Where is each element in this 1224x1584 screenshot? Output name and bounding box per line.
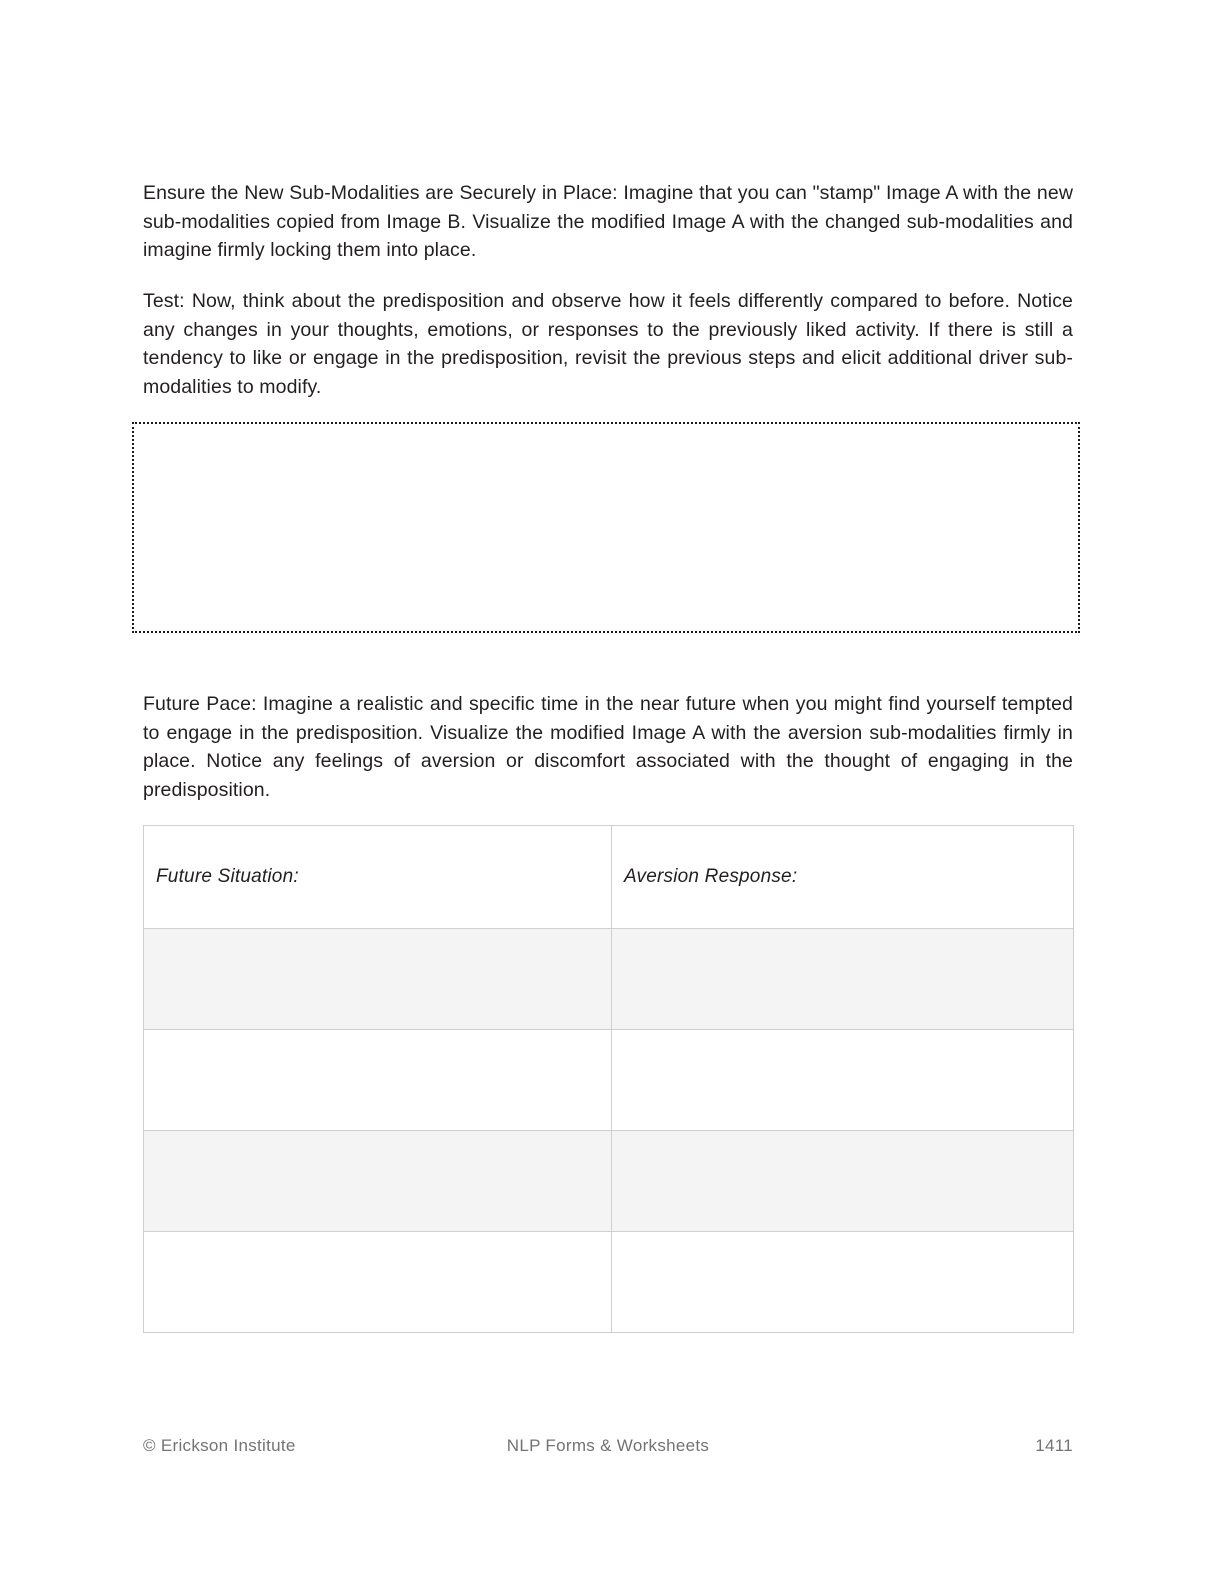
footer-copyright: © Erickson Institute: [143, 1436, 296, 1455]
notes-answer-box[interactable]: [132, 422, 1080, 633]
cell-future-situation[interactable]: [144, 1030, 612, 1131]
paragraph-test: Test: Now, think about the predisposition and observe how it feels differently compared to before. Notice any changes in your thoughts, emotions, or responses to the previously liked activity. If there is still a tendency to like or engage in the predisposition, revisit the previous steps and elicit additional driver sub-modalities to modify.: [143, 290, 1073, 398]
paragraph-future-pace: Future Pace: Imagine a realistic and specific time in the near future when you might find yourself tempted to engage in the predisposition. Visualize the modified Image A with the aversion sub-modalities firmly in place. Notice any feelings of aversion or discomfort associated with the thought of engaging in the predisposition.: [143, 693, 1073, 801]
table-header-row: [144, 826, 1074, 929]
cell-future-situation[interactable]: [144, 1232, 612, 1333]
table-row: [144, 1131, 1074, 1232]
column-header-future-situation: Future Situation:: [144, 826, 612, 929]
cell-aversion-response[interactable]: [612, 1030, 1074, 1131]
footer-title: NLP Forms & Worksheets: [506, 1436, 710, 1455]
cell-aversion-response[interactable]: [612, 929, 1074, 1030]
table-row: [144, 929, 1074, 1030]
table-body: [144, 929, 1074, 1333]
paragraph-ensure-new-submodalities: Ensure the New Sub-Modalities are Securely in Place: Imagine that you can "stamp" Image A with the new sub-modalities copied from Image B. Visualize the modified Image A with the changed sub-modalities and imagine firmly locking them into place.: [143, 182, 1073, 261]
table-header: [144, 826, 1074, 929]
cell-aversion-response[interactable]: [612, 1232, 1074, 1333]
page-footer: [143, 1436, 1073, 1462]
cell-aversion-response[interactable]: [612, 1131, 1074, 1232]
column-header-aversion-response: Aversion Response:: [612, 826, 1074, 929]
cell-future-situation[interactable]: [144, 1131, 612, 1232]
table-row: [144, 1030, 1074, 1131]
cell-future-situation[interactable]: [144, 929, 612, 1030]
footer-page-number: 1411: [1035, 1436, 1073, 1455]
table-row: [144, 1232, 1074, 1333]
future-pace-table: [143, 825, 1074, 1333]
